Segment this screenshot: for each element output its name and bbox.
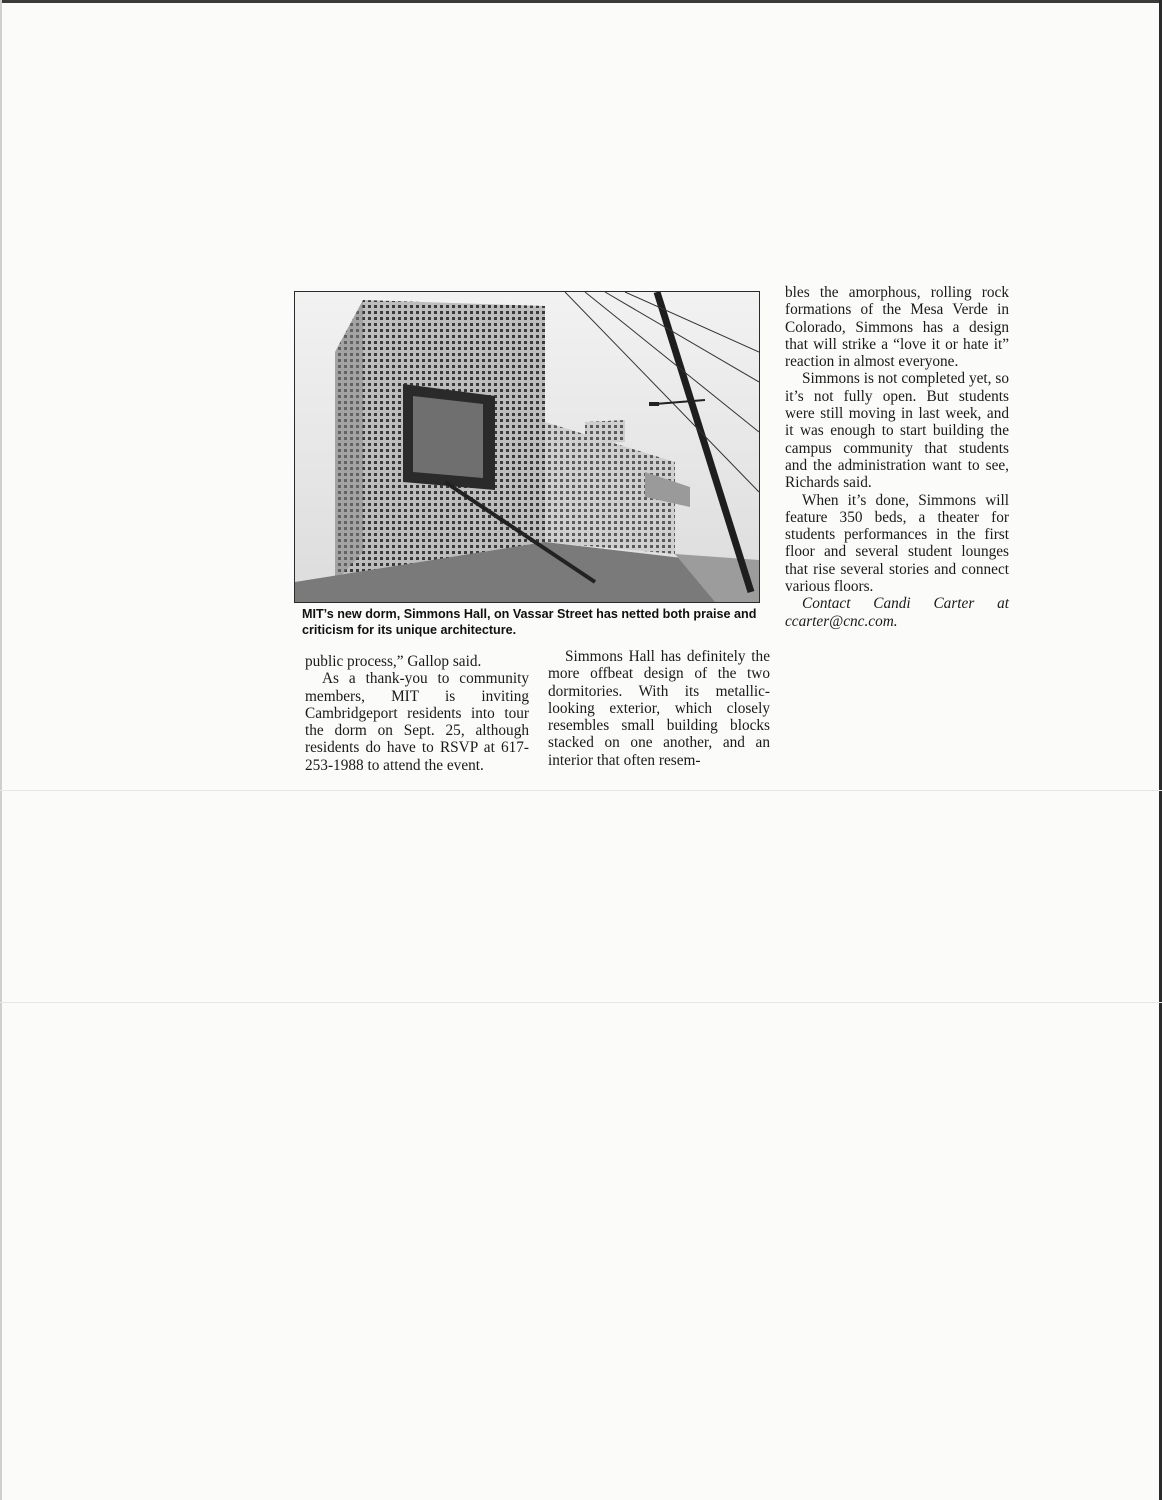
article-photo bbox=[294, 291, 760, 603]
fold-line bbox=[0, 1002, 1162, 1003]
contact-line: Contact Candi Carter at ccarter@cnc.com. bbox=[785, 595, 1009, 630]
article-column-2 bbox=[548, 648, 770, 769]
paragraph: Simmons is not completed yet, so it’s not fully open. But students were still moving in last week, and it was enough to start building the campus community that students and the administration want to see, Richards said. bbox=[785, 370, 1009, 492]
paragraph: When it’s done, Simmons will feature 350 beds, a theater for students performances in the first floor and several student lounges that rise several stories and connect various floors. bbox=[785, 491, 1009, 596]
scan-edge-left bbox=[0, 0, 2, 1500]
photo-caption: MIT’s new dorm, Simmons Hall, on Vassar Street has netted both praise and criticism for its unique architecture. bbox=[302, 607, 757, 637]
paragraph: bles the amorphous, rolling rock formations of the Mesa Verde in Colorado, Simmons has a design that will strike a “love it or hate it” reaction in almost everyone. bbox=[785, 284, 1009, 371]
paragraph: As a thank-you to community members, MIT is inviting Cambridgeport residents into tour the dorm on Sept. 25, although residents do have to RSVP at 617-253-1988 to attend the event. bbox=[305, 670, 529, 774]
paragraph: Simmons Hall has definitely the more offbeat design of the two dormitories. With its metallic-looking exterior, which closely resembles small building blocks stacked on one another, and an interior that often resem- bbox=[548, 648, 770, 769]
fold-line bbox=[0, 790, 1162, 791]
article-column-1 bbox=[305, 653, 529, 774]
scan-edge-top bbox=[0, 0, 1162, 3]
dormitory-photo-illustration bbox=[295, 292, 759, 602]
article-column-3 bbox=[785, 284, 1009, 630]
paragraph: public process,” Gallop said. bbox=[305, 653, 482, 670]
